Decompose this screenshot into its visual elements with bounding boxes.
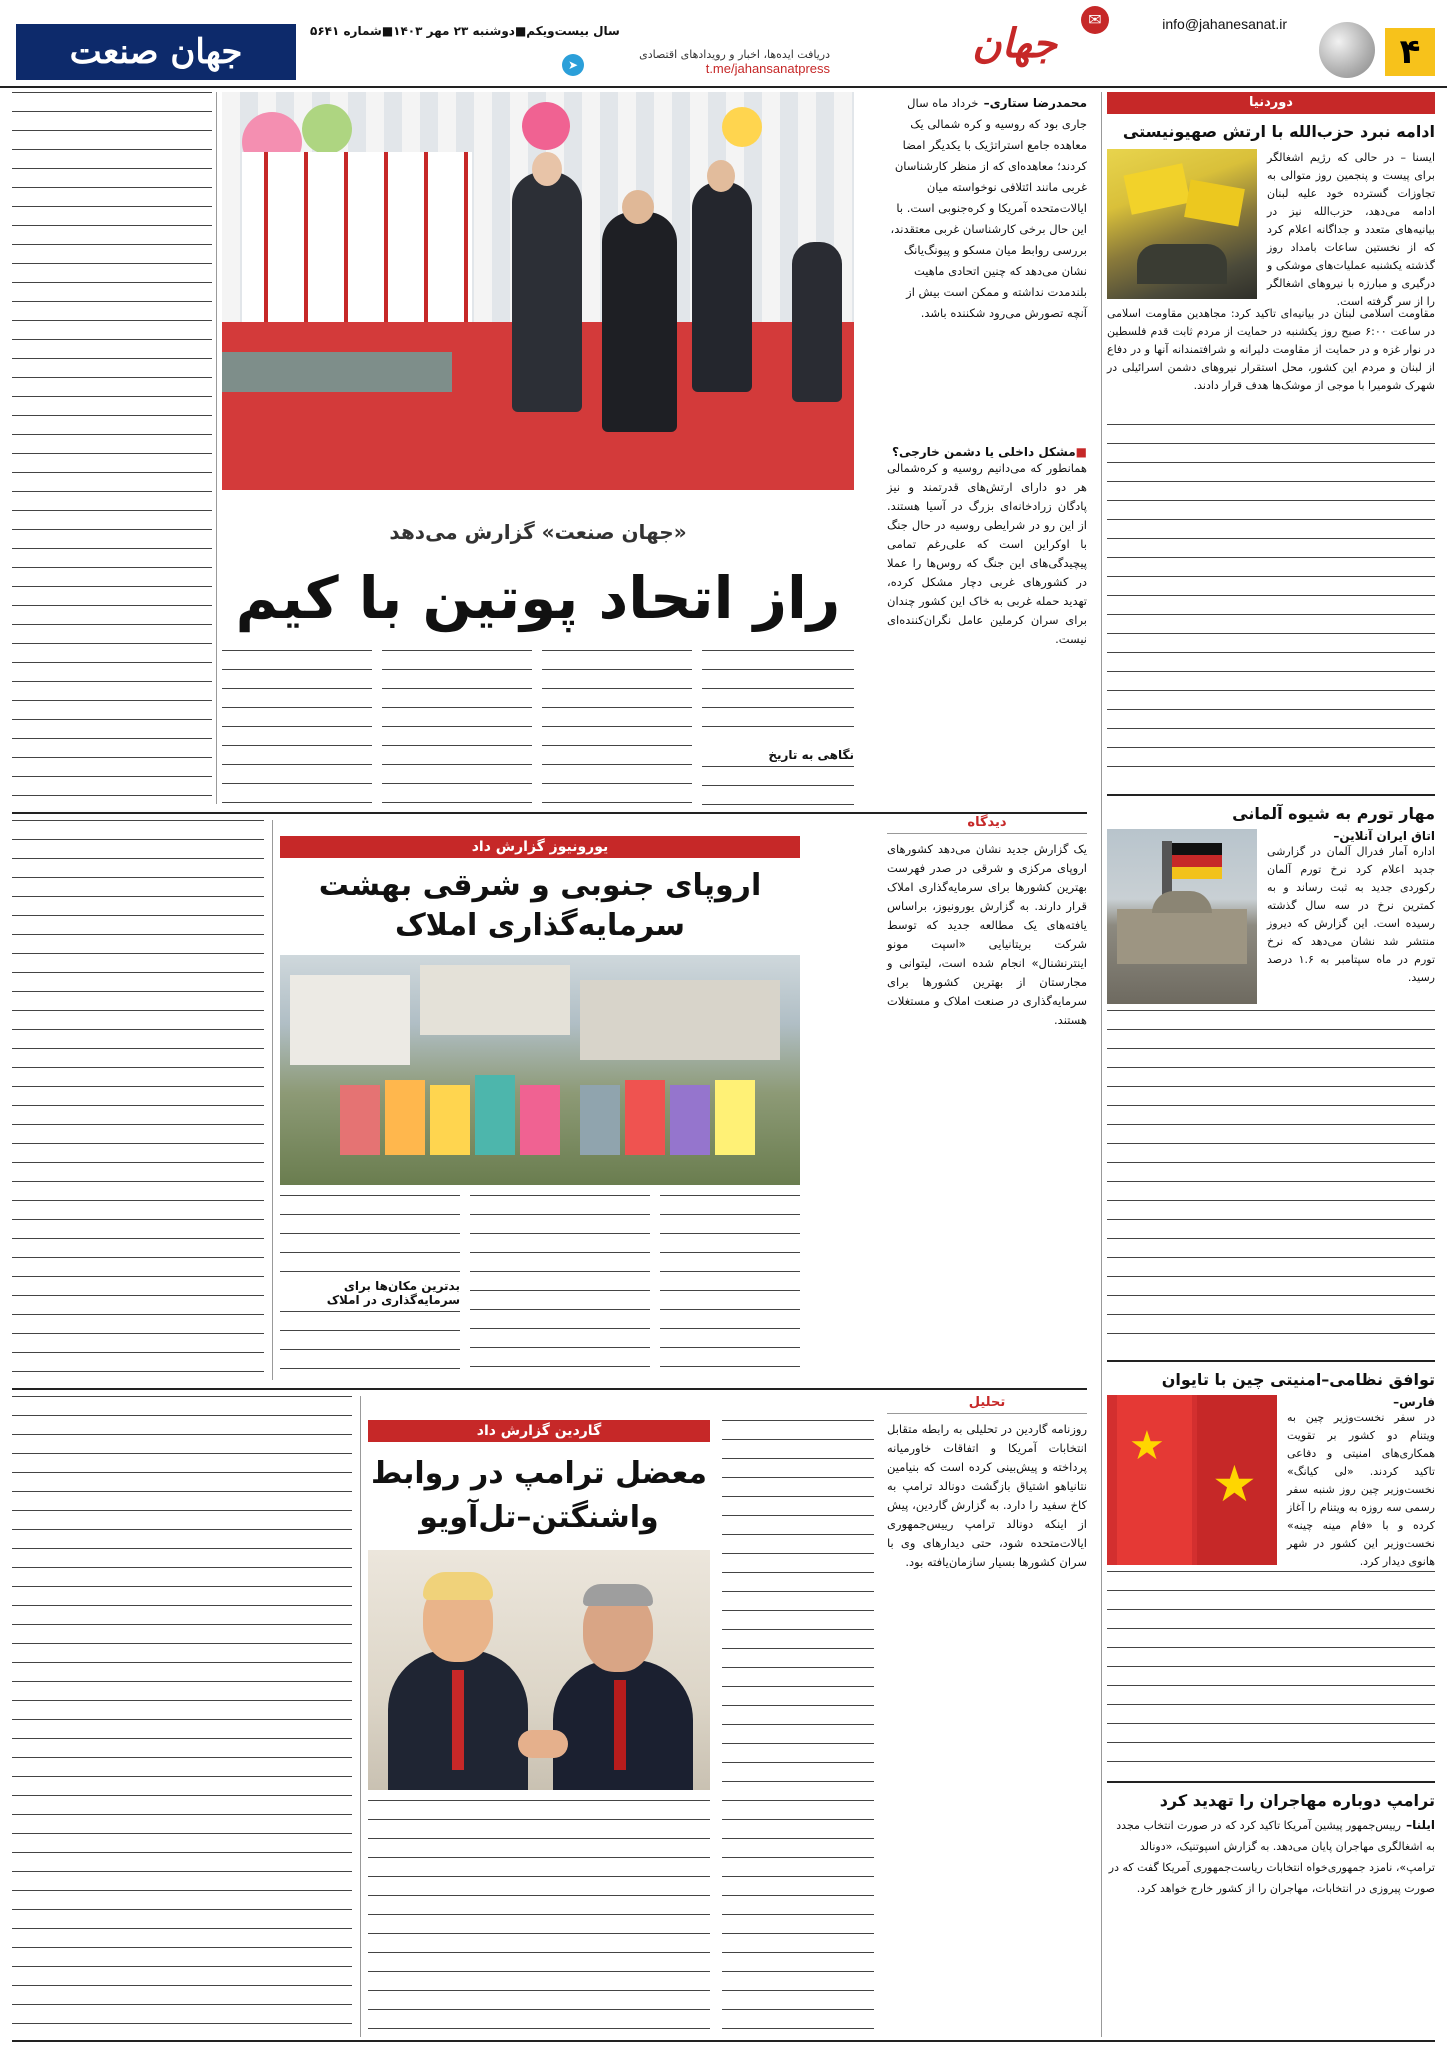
europe-label: دیدگاه xyxy=(967,815,1007,830)
europe-subhead: بدترین مکان‌ها برای سرمایه‌گذاری در املاک xyxy=(326,1279,460,1307)
germany-photo xyxy=(1107,829,1257,1004)
main-story-col-4 xyxy=(702,650,854,804)
main-story-col-4-text-2 xyxy=(702,766,854,806)
trump-label: تحلیل xyxy=(968,1395,1006,1410)
sidebar-story2-source: اتاق ایران آنلاین– xyxy=(1333,829,1435,843)
putin-kim-photo xyxy=(222,92,854,490)
sidebar-story1-text xyxy=(1107,424,1435,784)
europe-col-under-photo-mid xyxy=(470,1195,650,1380)
trump-col-under-photo xyxy=(368,1800,710,2037)
europe-headline-line1: اروپای جنوبی و شرقی بهشت xyxy=(318,868,762,903)
page-number: ۴ xyxy=(1385,28,1435,76)
col-divider-mid xyxy=(272,820,273,1380)
main-story-subhead1: ■مشکل داخلی یا دشمن خارجی؟ xyxy=(892,445,1087,459)
col-divider-top-left xyxy=(216,92,217,804)
europe-col-left-text-2 xyxy=(280,1311,460,1381)
masthead-logo: جهان صنعت xyxy=(16,24,296,80)
row-divider-2 xyxy=(12,1388,1087,1390)
sidebar-story2-text xyxy=(1107,1010,1435,1350)
europe-buildings-photo xyxy=(280,955,800,1185)
sidebar-story3-lead: در سفر نخست‌وزیر چین به ویتنام دو کشور بر تقویت همکاری‌های امنیتی و دفاعی تاکید کردند. «لی کیانگ» نخست‌وزیر چین روز شنبه سفر رسمی سه روزه به ویتنام را آغاز کرده و با «فام مینه چینه» نخست‌وزیر این کشور در شهر هانوی دیدار کرد. xyxy=(1287,1411,1435,1568)
telegram-block[interactable] xyxy=(567,48,830,76)
main-story-kicker: «جهان صنعت» گزارش می‌دهد xyxy=(389,520,687,544)
main-story-col-left xyxy=(12,92,212,804)
sidebar-story3-title: توافق نظامی–امنیتی چین با تایوان xyxy=(1161,1370,1435,1389)
sidebar xyxy=(1107,92,1435,2037)
main-story-col-left-text xyxy=(12,92,212,804)
trump-headline-line2: واشنگتن–تل‌آویو xyxy=(419,1500,659,1535)
europe-col-left-text xyxy=(280,1195,460,1275)
trump-section-header xyxy=(887,1392,1087,1414)
sidebar-story1-para: مقاومت اسلامی لبنان در بیانیه‌ای تاکید کرد: مجاهدین مقاومت اسلامی در ساعت ۶:۰۰ صبح روز یکشنبه در حمایت از مردم ثابت قدم فلسطین در نوار غزه و در حمایت از مقاومت دلیرانه و شرافتمندانه آنها و در دفاع از لبنان و مردم این کشور، محل استقرار نیروهای دشمن اسرائیلی در شهرک شومیرا با موجی از موشک‌ها هدف قرار دادند. xyxy=(1107,307,1435,392)
email-link[interactable]: info@jahanesanat.ir xyxy=(1162,16,1287,32)
telegram-text: دریافت ایده‌ها، اخبار و رویدادهای اقتصادی xyxy=(639,48,830,61)
globe-icon xyxy=(1319,22,1375,78)
trump-netanyahu-photo xyxy=(368,1550,710,1790)
europe-col-under-photo-left xyxy=(280,1195,460,1380)
main-story-intro: خرداد ماه سال جاری بود که روسیه و کره شمالی یک معاهده جامع استراتژیک با یکدیگر امضا کردند؛ معاهده‌ای که از منظر کارشناسان غربی مانند ائتلافی نوخواسته میان ایالات‌متحده آمریکا و کره‌جنوبی است. با این حال برخی کارشناسان غربی معتقدند، بررسی روابط میان مسکو و پیونگ‌یانگ نشان می‌دهد که چنین اتحادی ماهیت بلندمدت نداشته و ممکن است بیش از آنچه تصورش می‌رود شکننده باشد. xyxy=(890,96,1087,320)
telegram-url[interactable]: t.me/jahansanatpress xyxy=(705,61,830,76)
sidebar-story2-lead: اداره آمار فدرال آلمان در گزارشی جدید اعلام کرد نرخ تورم آلمان رکوردی جدید به ثبت رساند و به کمترین نرخ در سه سال گذشته رسیده است. این گزارش که دیروز منتشر شد نشان می‌دهد که نرخ تورم در ماه سپتامبر به ۱.۶ درصد رسید. xyxy=(1267,845,1436,984)
sidebar-story2-title: مهار تورم به شیوه آلمانی xyxy=(1232,804,1435,823)
issue-info: سال بیست‌ویکم■دوشنبه ۲۳ مهر ۱۴۰۳■شماره ۵۶۴۱ xyxy=(310,24,620,38)
sidebar-story3-text xyxy=(1107,1571,1435,1771)
main-story-col-right-2 xyxy=(887,445,1087,845)
europe-col-under-photo-right xyxy=(660,1195,800,1380)
europe-intro: یک گزارش جدید نشان می‌دهد کشورهای اروپای مرکزی و شرقی در صدر فهرست بهترین کشورها برای سرمایه‌گذاری املاک قرار دارند. به گزارش یورونیوز، براساس یافته‌های یک مطالعه جدید که توسط شرکت بریتانیایی «اسپت مونو اینترنشنال» انجام شده است، لیتوانی و مجارستان از بهترین کشورها برای سرمایه‌گذاری در صنعت املاک و مستغلات هستند. xyxy=(887,842,1087,1027)
europe-col-right xyxy=(887,840,1087,1380)
trump-headline-line1: معضل ترامپ در روابط xyxy=(371,1456,707,1491)
col-divider-bottom xyxy=(360,1396,361,2037)
sidebar-story4-source: ایلنا– xyxy=(1406,1818,1435,1832)
main-story-col-1 xyxy=(222,650,372,804)
trump-col-left xyxy=(12,1396,352,2037)
main-story-col-2 xyxy=(382,650,532,804)
europe-kicker: یورونیوز گزارش داد xyxy=(280,836,800,858)
trump-kicker: گاردین گزارش داد xyxy=(368,1420,710,1442)
sidebar-divider xyxy=(1101,92,1102,2037)
main-story-col-4-text xyxy=(702,650,854,744)
trump-col-mid xyxy=(722,1420,874,2037)
mail-icon: ✉ xyxy=(1081,6,1109,34)
section-logo: جهان xyxy=(972,20,1057,67)
trump-col-right xyxy=(887,1420,1087,2037)
main-story-col-right xyxy=(887,92,1087,462)
sidebar-story4-title: ترامپ دوباره مهاجران را تهدید کرد xyxy=(1159,1791,1435,1810)
sidebar-label: دوردنیا xyxy=(1107,92,1435,114)
europe-col-left xyxy=(12,820,264,1380)
sidebar-story4-lead: رییس‌جمهور پیشین آمریکا تاکید کرد که در صورت انتخاب مجدد به اشغالگری مهاجران پایان می‌دهد. به گزارش اسپوتنیک، «دونالد ترامپ»، نامزد جمهوری‌خواه انتخابات ریاست‌جمهوری آمریکا گفت که در صورت پیروزی در انتخابات، مهاجران را از کشور خارج خواهد کرد. xyxy=(1108,1819,1435,1895)
main-story-col-3 xyxy=(542,650,692,804)
main-story-para: همانطور که می‌دانیم روسیه و کره‌شمالی هر دو دارای ارتش‌های قدرتمند و نیز پادگان زرادخانه‌ای بزرگ در آسیا هستند. از این رو در شرایطی روسیه در حال جنگ با اوکراین است که علی‌رغم تمامی پیچیدگی‌های این جنگ که روس‌ها را عملا در کشورهای غربی دچار مشکل کرده، تهدید حمله غربی به خاک این کشور چندان برای سران کرملین عامل نگران‌کننده‌ای نیست. xyxy=(887,461,1087,646)
china-vietnam-flags-photo: ★ ★ xyxy=(1107,1395,1277,1565)
sidebar-story3-source: فارس– xyxy=(1393,1395,1435,1409)
europe-headline-line2: سرمایه‌گذاری املاک xyxy=(394,908,686,943)
main-story-headline: راز اتحاد پوتین با کیم xyxy=(235,564,841,632)
main-story-subhead2: نگاهی به تاریخ xyxy=(768,748,854,762)
hezbollah-photo xyxy=(1107,149,1257,299)
telegram-icon: ➤ xyxy=(562,54,584,76)
sidebar-story1-lead: ایسنا – در حالی که رژیم اشغالگر برای پیست و پنجمین روز متوالی به تجاوزات گسترده خود علیه لبنان ادامه می‌دهد، حزب‌الله نیز در بیانیه‌های متعدد و جداگانه اعلام کرد که از نخستین ساعات بامداد روز گذشته یکشنبه عملیات‌های موشکی و درگیری و مبارزه با نیروهای اشغالگر را از سر گرفته است. xyxy=(1267,151,1435,308)
bottom-border xyxy=(12,2040,1435,2042)
sidebar-story1-title: ادامه نبرد حزب‌الله با ارتش صهیونیستی xyxy=(1122,122,1435,141)
main-story-author: محمدرضا ستاری– xyxy=(983,96,1087,110)
page-header xyxy=(0,0,1447,88)
trump-intro: روزنامه گاردین در تحلیلی به رابطه متقابل انتخابات آمریکا و اتفاقات خاورمیانه پرداخته و پیش‌بینی کرده است که بنیامین نتانیاهو اشتیاق بازگشت دونالد ترامپ به کاخ سفید را دارد. به گزارش گاردین، پیش از اینکه دونالد ترامپ رییس‌جمهوری ایالات‌متحده شود، حتی دیدارهای وی با سران کشورها بسیار سازمان‌یافته بود. xyxy=(887,1422,1087,1569)
europe-section-header xyxy=(887,812,1087,834)
